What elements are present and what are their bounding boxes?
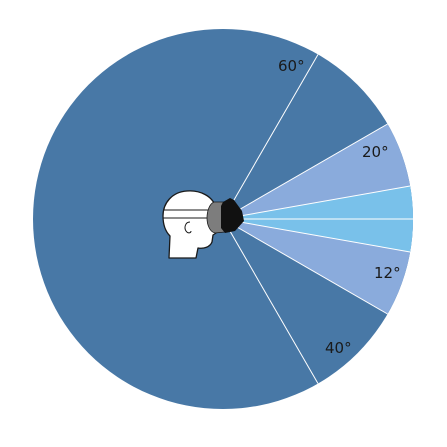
angle-label-40: 40° (325, 339, 352, 357)
angle-label-12: 12° (374, 264, 401, 282)
angle-label-60: 60° (278, 57, 305, 75)
angle-label-20: 20° (362, 143, 389, 161)
